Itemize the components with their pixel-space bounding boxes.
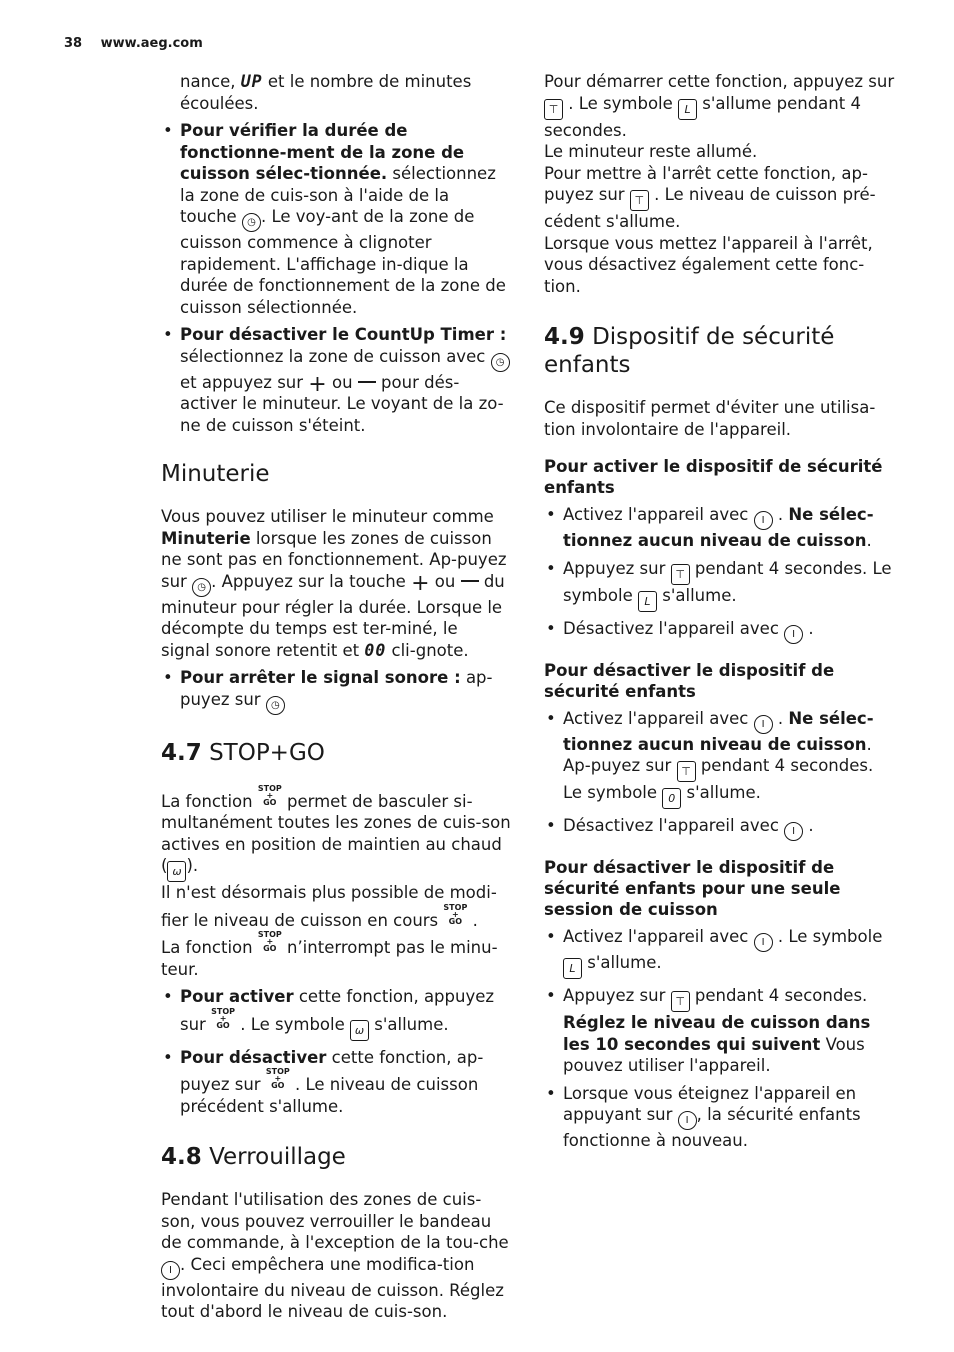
clock-icon: ◷ — [242, 213, 261, 232]
right-column — [544, 71, 896, 1152]
list-item: • Pour activer cette fonction, appuyez sur STOP + GO . Le symbole ω s'allume. — [161, 986, 511, 1041]
lock-paragraph-3: Pour mettre à l'arrêt cette fonction, ap-puyez sur ⊤ . Le niveau de cuisson pré-cédent s'allume. — [544, 163, 876, 231]
lock-paragraph-1: Pour démarrer cette fonction, appuyez sur ⊤ . Le symbole L s'allume pendant 4 secondes. — [544, 72, 895, 140]
up-display-icon: UP — [240, 72, 263, 91]
clock-icon: ◷ — [266, 696, 285, 715]
stopgo-paragraph-2: Il n'est désormais plus possible de modi-fier le niveau de cuisson en cours STOP + GO . — [161, 883, 497, 930]
verrouillage-paragraph: Pendant l'utilisation des zones de cuis-son, vous pouvez verrouiller le bandeau de commande, à l'exception de la tou-che I . Ceci empêchera une modifica-tion involontaire du niveau de cuisson. Réglez tout d'abord le niveau de cuis-son. — [161, 1190, 509, 1321]
stopgo-list — [161, 986, 511, 1117]
keep-warm-icon: ω — [167, 861, 186, 882]
list-item: • Pour arrêter le signal sonore : ap-puyez sur ◷ — [161, 667, 511, 715]
stop-go-icon: STOP + GO — [257, 930, 282, 953]
lock-key-icon: ⊤ — [544, 99, 563, 120]
on-off-icon: I — [784, 625, 803, 644]
list-item: • Pour désactiver cette fonction, ap-puyez sur STOP + GO . Le niveau de cuisson précédent s'allume. — [161, 1047, 511, 1118]
deactivate-list — [544, 708, 896, 842]
on-off-icon: I — [754, 511, 773, 530]
list-item: • Activez l'appareil avec I . Le symbole L s'allume. — [544, 926, 896, 979]
stop-go-icon: STOP + GO — [211, 1006, 235, 1030]
section-title-securite: 4.9 Dispositif de sécurité enfants — [544, 324, 835, 378]
lock-key-icon: ⊤ — [671, 991, 690, 1012]
lock-key-icon: ⊤ — [671, 564, 690, 585]
list-item: • Activez l'appareil avec I . Ne sélec-tionnez aucun niveau de cuisson. — [544, 504, 896, 552]
lock-key-icon: ⊤ — [677, 761, 696, 782]
lock-symbol-icon: L — [678, 99, 697, 120]
list-item: • Pour désactiver le CountUp Timer : sélectionnez la zone de cuisson avec ◷ et appuyez sur + ou pour dés-activer le minuteur. Le voyant de la zo-ne de cuisson s'éteint. — [161, 324, 511, 436]
list-item: • Désactivez l'appareil avec I . — [544, 618, 896, 644]
on-off-icon: I — [678, 1111, 697, 1130]
list-item: • Lorsque vous éteignez l'appareil en appuyant sur I , la sécurité enfants fonctionne à nouveau. — [544, 1083, 896, 1152]
minuterie-list — [161, 667, 511, 715]
countup-intro: nance, UP et le nombre de minutes écoulées. — [180, 72, 472, 113]
countup-list — [161, 120, 511, 436]
zero-display-icon: 00 — [364, 640, 387, 660]
on-off-icon: I — [754, 715, 773, 734]
list-item: • Activez l'appareil avec I . Ne sélec-tionnez aucun niveau de cuisson. Ap-puyez sur ⊤ pendant 4 secondes. Le symbole 0 s'allume. — [544, 708, 896, 810]
page-number: 38 — [64, 36, 83, 51]
stopgo-paragraph-3: La fonction STOP + GO n’interrompt pas le minu-teur. — [161, 930, 498, 979]
subheading-activate: Pour activer le dispositif de sécurité enfants — [544, 457, 883, 497]
website-url: www.aeg.com — [100, 36, 203, 51]
subheading-deactivate: Pour désactiver le dispositif de sécurité enfants — [544, 660, 835, 701]
lock-symbol-icon: L — [563, 958, 582, 979]
plus-icon: + — [411, 570, 430, 596]
single-session-list — [544, 926, 896, 1152]
list-item: • Désactivez l'appareil avec I . — [544, 815, 896, 841]
page-header — [64, 36, 203, 51]
subheading-single-session: Pour désactiver le dispositif de sécurité enfants pour une seule session de cuisson — [544, 858, 841, 919]
clock-icon: ◷ — [491, 353, 510, 372]
minus-icon — [461, 580, 479, 582]
stop-go-icon: STOP + GO — [265, 1067, 290, 1090]
lock-paragraph-2: Le minuteur reste allumé. — [544, 142, 758, 161]
on-off-icon: I — [784, 822, 803, 841]
list-item: • Appuyez sur ⊤ pendant 4 secondes. Le symbole L s'allume. — [544, 558, 896, 612]
lock-paragraph-4: Lorsque vous mettez l'appareil à l'arrêt, vous désactivez également cette fonc-tion. — [544, 233, 873, 296]
section-title-stopgo: 4.7 STOP+GO — [161, 739, 325, 766]
stopgo-paragraph-1: La fonction STOP + GO permet de basculer si-multanément toutes les zones de cuis-son actives en position de maintien au chaud ( ω ). — [161, 785, 511, 883]
keep-warm-icon: ω — [350, 1020, 369, 1041]
plus-icon: + — [308, 371, 327, 397]
section-title-verrouillage: 4.8 Verrouillage — [161, 1144, 346, 1170]
list-item: • Pour vérifier la durée de fonctionne-ment de la zone de cuisson sélec-tionnée. sélectionnez la zone de cuis-son à l'aide de la touche ◷ . Le voy-ant de la zone de cuisson commence à clignoter rapidement. L'affichage in-dique la durée de fonctionnement de la zone de cuisson sélectionnée. — [161, 120, 511, 318]
lock-key-icon: ⊤ — [630, 190, 649, 211]
left-column — [161, 71, 511, 1323]
stop-go-icon: STOP + GO — [257, 783, 282, 807]
securite-intro: Ce dispositif permet d'éviter une utilisa-tion involontaire de l'appareil. — [544, 398, 876, 439]
on-off-icon: I — [161, 1261, 180, 1280]
on-off-icon: I — [754, 933, 773, 952]
activate-list — [544, 504, 896, 644]
minuterie-paragraph: Vous pouvez utiliser le minuteur comme Minuterie lorsque les zones de cuisson ne sont pas en fonctionnement. Ap-puyez sur ◷ . Appuyez sur la touche + ou du minuteur pour régler la durée. Lorsque le décompte du temps est ter-miné, le signal sonore retentit et 00 cli-gnote. — [161, 507, 507, 660]
minus-icon — [358, 381, 376, 383]
clock-icon: ◷ — [192, 578, 211, 597]
child-zero-icon: 0 — [662, 788, 681, 809]
section-title-minuterie: Minuterie — [161, 461, 270, 487]
list-item: • Appuyez sur ⊤ pendant 4 secondes. Réglez le niveau de cuisson dans les 10 secondes qui suivent Vous pouvez utiliser l'appareil. — [544, 985, 896, 1077]
stop-go-icon: STOP + GO — [443, 902, 468, 926]
lock-symbol-icon: L — [638, 591, 657, 612]
